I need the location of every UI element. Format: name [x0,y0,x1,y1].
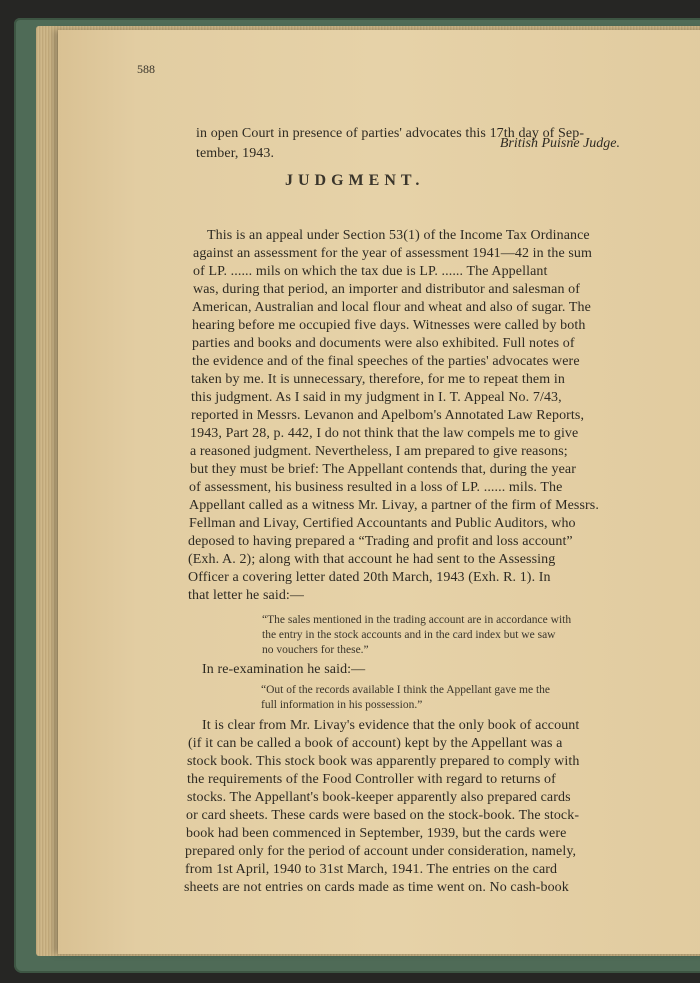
text-line: Officer a covering letter dated 20th March, 1943 (Exh. R. 1). In [188,570,551,585]
text-line: taken by me. It is unnecessary, therefore, for me to repeat them in [191,372,565,387]
text-line: (Exh. A. 2); along with that account he had sent to the Assessing [188,552,556,567]
quoted-text-line: full information in his possession.” [261,699,423,711]
quoted-text-line: “The sales mentioned in the trading account are in accordance with [262,614,572,626]
text-line: 1943, Part 28, p. 442, I do not think that the law compels me to give [190,426,579,441]
text-line: from 1st April, 1940 to 31st March, 1941. The entries on the card [185,862,558,877]
text-line: deposed to having prepared a “Trading and profit and loss account” [188,534,573,549]
text-line: Fellman and Livay, Certified Accountants and Public Auditors, who [189,516,576,531]
text-line: tember, 1943. [196,146,275,161]
text-line: but they must be brief: The Appellant contends that, during the year [190,462,577,477]
text-line: stocks. The Appellant's book-keeper apparently also prepared cards [187,790,571,805]
text-line: this judgment. As I said in my judgment in I. T. Appeal No. 7/43, [191,390,562,405]
text-line: hearing before me occupied five days. Witnesses were called by both [192,318,586,333]
judge-signature: British Puisne Judge. [499,136,620,151]
text-line: against an assessment for the year of assessment 1941—42 in the sum [193,246,593,261]
quoted-text-line: the entry in the stock accounts and in the card index but we saw [262,629,556,641]
text-line: It is clear from Mr. Livay's evidence that the only book of account [202,718,580,733]
section-heading: JUDGMENT. [285,172,425,189]
text-line: book had been commenced in September, 1939, but the cards were [186,826,567,841]
quoted-text-line: no vouchers for these.” [262,644,369,656]
text-line: in open Court in presence of parties' advocates this 17th day of Sep- [196,126,585,141]
text-line: was, during that period, an importer and distributor and salesman of [193,282,581,297]
text-line: parties and books and documents were also exhibited. Full notes of [192,336,575,351]
text-line: reported in Messrs. Levanon and Apelbom's Annotated Law Reports, [191,408,585,423]
text-line: that letter he said:— [188,588,305,603]
page-number: 588 [137,62,155,76]
text-line: (if it can be called a book of account) kept by the Appellant was a [188,736,563,751]
text-line: of LP. ...... mils on which the tax due is LP. ...... The Appellant [193,264,548,279]
text-line: or card sheets. These cards were based on the stock-book. The stock- [186,808,580,823]
text-line: American, Australian and local flour and wheat and also of sugar. The [192,300,591,315]
text-line: Appellant called as a witness Mr. Livay, a partner of the firm of Messrs. [189,498,599,513]
text-line: a reasoned judgment. Nevertheless, I am prepared to give reasons; [190,444,568,459]
quoted-text-line: “Out of the records available I think the Appellant gave me the [261,684,550,696]
text-line: sheets are not entries on cards made as time went on. No cash-book [184,880,569,895]
text-line: of assessment, his business resulted in a loss of LP. ...... mils. The [189,480,563,495]
text-line: This is an appeal under Section 53(1) of the Income Tax Ordinance [207,228,590,243]
text-line: the requirements of the Food Controller with regard to returns of [187,772,556,787]
text-line: prepared only for the period of account under consideration, namely, [185,844,577,859]
text-line: the evidence and of the final speeches of the parties' advocates were [192,354,580,369]
text-line: In re-examination he said:— [202,662,366,677]
text-line: stock book. This stock book was apparently prepared to comply with [187,754,580,769]
